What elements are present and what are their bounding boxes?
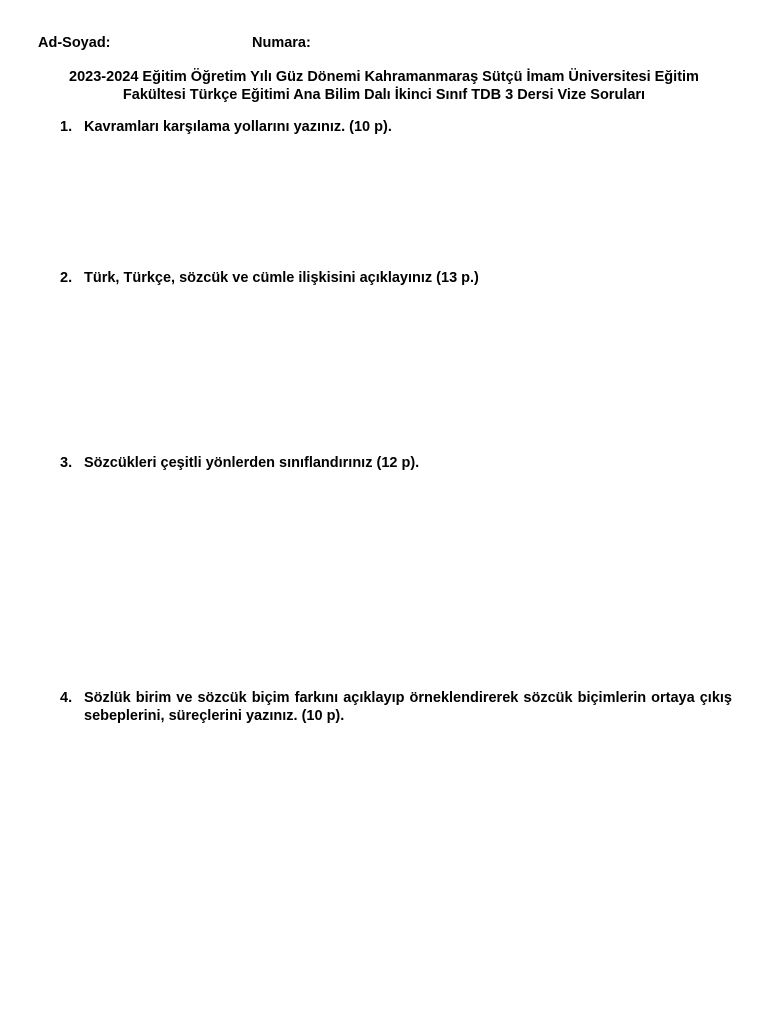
student-number-label: Numara: <box>252 35 311 51</box>
question-number: 3. <box>60 455 73 471</box>
question-text: Türk, Türkçe, sözcük ve cümle ilişkisini açıklayınız (13 p.) <box>84 270 479 286</box>
exam-title-line-2: Fakültesi Türkçe Eğitimi Ana Bilim Dalı İkinci Sınıf TDB 3 Dersi Vize Soruları <box>122 87 646 103</box>
question-3 <box>60 454 732 472</box>
question-4 <box>60 689 732 725</box>
question-number: 1. <box>60 119 73 135</box>
question-text: Sözcükleri çeşitli yönlerden sınıflandırınız (12 p). <box>84 455 420 471</box>
question-number: 2. <box>60 270 73 286</box>
name-label: Ad-Soyad: <box>38 35 111 51</box>
question-1 <box>60 118 732 136</box>
question-number: 4. <box>60 690 73 706</box>
question-text: Kavramları karşılama yollarını yazınız. (10 p). <box>84 119 392 135</box>
exam-title-line-1: 2023-2024 Eğitim Öğretim Yılı Güz Dönemi Kahramanmaraş Sütçü İmam Üniversitesi Eğitim <box>69 69 699 85</box>
question-text: Sözlük birim ve sözcük biçim farkını açıklayıp örneklendirerek sözcük biçimlerin ortaya çıkış sebeplerini, süreçlerini yazınız. (10 p). <box>84 690 732 724</box>
question-2 <box>60 269 732 287</box>
exam-title <box>30 68 738 104</box>
